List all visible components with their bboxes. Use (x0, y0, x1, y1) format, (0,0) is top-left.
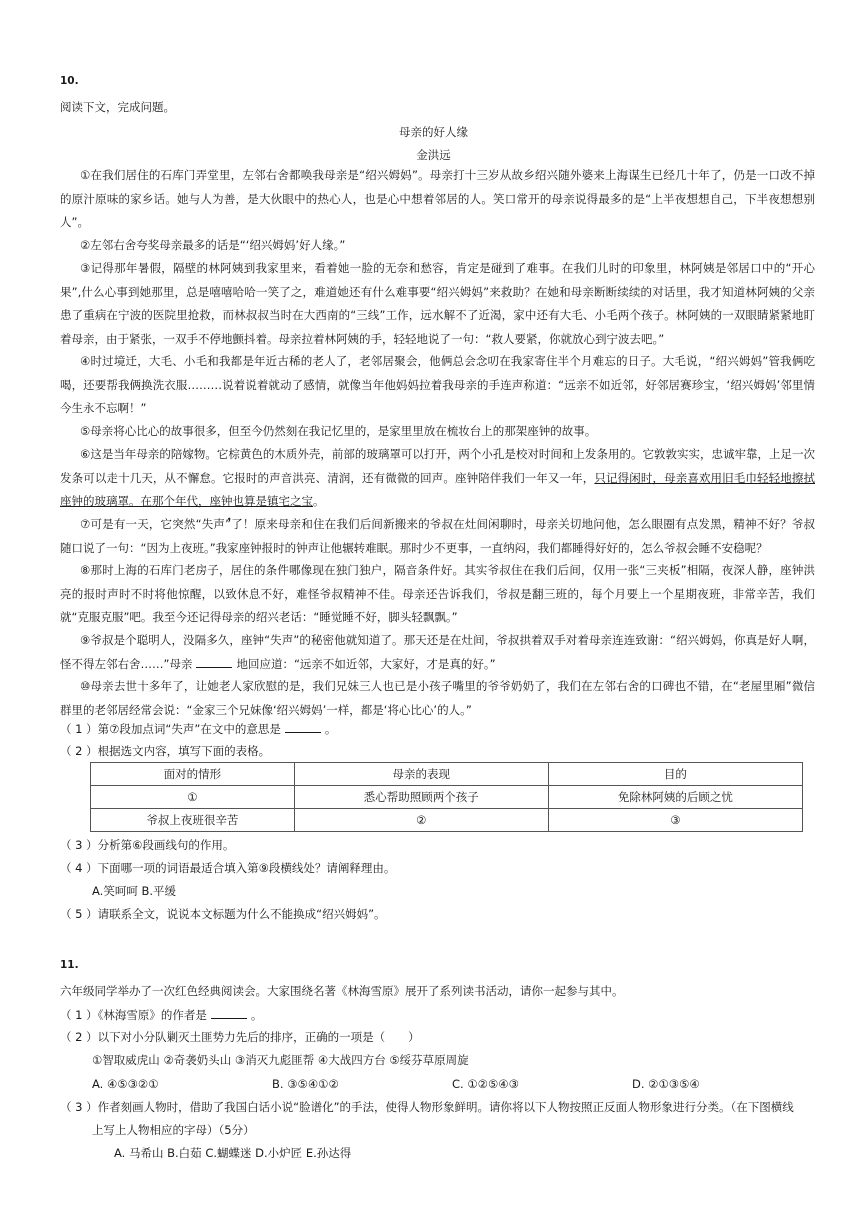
q11-sub-question-1-end: 。 (250, 1008, 263, 1022)
paragraph-9 (60, 629, 815, 676)
table-cell: ② (294, 809, 548, 832)
paragraph-1: ①在我们居住的石库门弄堂里，左邻右舍都唤我母亲是“绍兴姆妈”。母亲打十三岁从故乡绍兴随外婆来上海谋生已经几十年了，仍是一口改不掉的原汁原味的家乡话。她与人为善，是大伙眼中的热心人，也是心中想着邻居的人。笑口常开的母亲说得最多的是“上半夜想想自己，下半夜想想别人”。 (60, 168, 815, 229)
q11-sub-question-1 (60, 1007, 262, 1022)
paragraph-7-text-start: ⑦可是有一天，它突然“失 (80, 517, 214, 531)
table-header-row (91, 763, 803, 786)
table-row (91, 809, 803, 832)
table-header-cell: 母亲的表现 (294, 763, 548, 786)
q11-sub-question-1-text: （ 1 ）《林海雪原》的作者是 (60, 1008, 207, 1022)
question-11-intro: 六年级同学举办了一次红色经典阅读会。大家围绕名著《林海雪原》展开了系列读书活动，请你一起参与其中。 (60, 984, 624, 998)
table-row (91, 786, 803, 809)
answer-table (90, 762, 803, 832)
paragraph-6-underlined-sentence: 只记得闲时，母亲喜欢用旧毛巾轻轻地擦拭座钟的玻璃罩。在那个年代，座钟也算是镇宅之宝 (60, 470, 815, 508)
emphasis-dot-word: 声 (213, 517, 226, 531)
table-cell: 免除林阿姨的后顾之忧 (548, 786, 802, 809)
paragraph-6-text: ⑥这是当年母亲的陪嫁物。它棕黄色的木质外壳，前部的玻璃罩可以打开，两个小孔是校对时间和上发条用的。它敦敦实实，忠诚牢靠，上足一次发条可以走十几天，从不懈怠。它报时的声音洪亮、清润，还有微微的回声。座钟陪伴我们一年又一年， (60, 447, 815, 485)
q11-sub-question-3-cont: 上写上人物相应的字母）（5分） (92, 1123, 255, 1137)
paragraph-3: ③记得那年暑假，隔壁的林阿姨到我家里来，看着她一脸的无奈和愁容，肯定是碰到了难事。在我们儿时的印象里，林阿姨是邻居口中的“开心果”,什么心事到她那里，总是嘻嘻哈哈一笑了之，难道她还有什么难事要“绍兴姆妈”来救助？在她和母亲断断续续的对话里，我才知道林阿姨的父亲患了重病在宁波的医院里抢救，而林叔叔当时在大西南的“三线”工作，远水解不了近渴，家中还有大毛、小毛两个孩子。林阿姨的一双眼睛紧紧地盯着母亲，由于紧张，一双手不停地颤抖着。母亲拉着林阿姨的手，轻轻地说了一句：“救人要紧，你就放心到宁波去吧。” (60, 261, 815, 346)
q11-sub-question-3: （ 3 ）作者刻画人物时，借助了我国白话小说“脸谱化”的手法，使得人物形象鲜明。请你将以下人物按照正反面人物形象进行分类。（在下图横线 (60, 1100, 794, 1114)
paragraph-10: ⑩母亲去世十多年了，让她老人家欣慰的是，我们兄妹三人也已是小孩子嘴里的爷爷奶奶了，我们在左邻右舍的口碑也不错，在“老屋里厢”微信群里的老邻居经常会说：“金家三个兄妹像‘绍兴姆妈’一样，都是‘将心比心’的人。” (60, 679, 815, 717)
paragraph-2: ②左邻右舍夸奖母亲最多的话是“‘绍兴姆妈’好人缘。” (80, 238, 346, 252)
question-10-number: 10. (60, 75, 79, 87)
table-cell: 悉心帮助照顾两个孩子 (294, 786, 548, 809)
option-d[interactable]: D. ②①③⑤④ (632, 1077, 700, 1091)
sub-question-1-text: （ 1 ）第⑦段加点词“失声”在文中的意思是 (60, 722, 281, 736)
paragraph-9-text-start: ⑨爷叔是个聪明人，没隔多久，座钟“失声”的秘密他就知道了。那天还是在灶间，爷叔拱着双手对着母亲连连致谢：“绍兴姆妈，你真是好人啊，怪不得左邻右舍……”母亲 (60, 633, 815, 671)
table-cell: ① (91, 786, 295, 809)
sub-question-2: （ 2 ）根据选文内容，填写下面的表格。 (60, 744, 271, 758)
q11-sub-question-2: （ 2 ）以下对小分队剿灭土匪势力先后的排序，正确的一项是（ ） (60, 1030, 420, 1044)
question-10-instruction: 阅读下文，完成问题。 (60, 100, 175, 114)
character-list: A. 马希山 B.白茹 C.蝴蝶迷 D.小炉匠 E.孙达得 (114, 1146, 352, 1160)
question-11-number: 11. (60, 959, 79, 971)
paragraph-4: ④时过境迁，大毛、小毛和我都是年近古稀的老人了，老邻居聚会，他俩总会念叨在我家寄住半个月难忘的日子。大毛说，“绍兴姆妈”管我俩吃喝，还要帮我俩换洗衣服………说着说着就动了感情，就像当年他妈妈拉着我母亲的手连声称道：“远亲不如近邻，好邻居赛珍宝，‘绍兴姆妈’邻里情今生永不忘啊！” (60, 354, 815, 415)
option-c[interactable]: C. ①②⑤④③ (452, 1077, 519, 1091)
table-cell: ③ (548, 809, 802, 832)
option-a[interactable]: A. ④⑤③②① (92, 1077, 159, 1091)
sub-question-4: （ 4 ）下面哪一项的词语最适合填入第⑨段横线处？请阐释理由。 (60, 861, 396, 875)
option-b[interactable]: B. ③⑤④①② (272, 1077, 339, 1091)
event-list: ①智取威虎山 ②奇袭奶头山 ③消灭九彪匪帮 ④大战四方台 ⑤绥芬草原周旋 (92, 1053, 469, 1067)
paragraph-8: ⑧那时上海的石库门老房子，居住的条件哪像现在独门独户，隔音条件好。其实爷叔住在我们后间，仅用一张“三夹板”相隔，夜深人静，座钟洪亮的报时声时不时将他惊醒，以致休息不好，难怪爷叔精神不佳。母亲还告诉我们，爷叔是翻三班的，每个月要上一个星期夜班，非常辛苦，我们就“克服克服”吧。我至今还记得母亲的绍兴老话：“睡觉睡不好，脚头轻飘飘。” (60, 563, 815, 624)
sub-question-4-options: A.笑呵呵 B.平缓 (92, 884, 177, 898)
answer-blank[interactable] (196, 656, 232, 668)
sub-question-5: （ 5 ）请联系全文，说说本文标题为什么不能换成“绍兴姆妈”。 (60, 907, 386, 921)
sub-question-1-end: 。 (324, 722, 337, 736)
sub-question-1 (60, 721, 336, 736)
paragraph-6 (60, 443, 815, 514)
answer-blank[interactable] (285, 721, 321, 733)
paragraph-7 (60, 513, 815, 560)
article-title: 母亲的好人缘 (399, 125, 468, 139)
answer-blank[interactable] (211, 1007, 247, 1019)
table-cell: 爷叔上夜班很辛苦 (91, 809, 295, 832)
article-author: 金洪远 (416, 148, 451, 162)
paragraph-5: ⑤母亲将心比心的故事很多，但至今仍然刻在我记忆里的，是家里里放在梳妆台上的那架座钟的故事。 (80, 424, 597, 438)
table-header-cell: 面对的情形 (91, 763, 295, 786)
paragraph-9-text-end: 地回应道：“远亲不如近邻，大家好，才是真的好。” (236, 656, 496, 671)
paragraph-6-end: 。 (313, 494, 325, 508)
paragraph-7-text-end: ”了！原来母亲和住在我们后间新搬来的爷叔在灶间闲聊时，母亲关切地问他，怎么眼圈有点发黑，精神不好？爷叔随口说了一句：“因为上夜班。”我家座钟报时的钟声让他辗转难眠。那时少不更事，一直纳闷，我们都睡得好好的，怎么爷叔会睡不安稳呢？ (60, 517, 816, 555)
table-header-cell: 目的 (548, 763, 802, 786)
sub-question-3: （ 3 ）分析第⑥段画线句的作用。 (60, 838, 235, 852)
